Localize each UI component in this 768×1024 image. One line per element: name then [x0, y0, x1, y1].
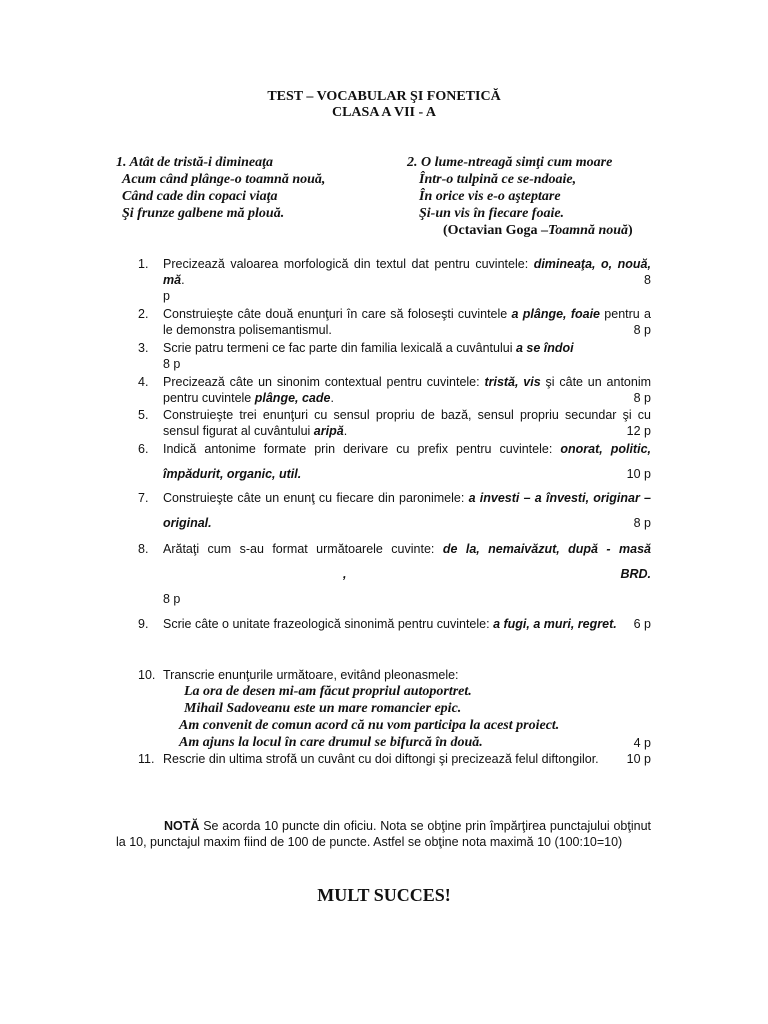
question-6: 6. Indică antonime formate prin derivare cu prefix pentru cuvintele: onorat, politic, împădurit, organic, util. 10 p [138, 437, 651, 487]
poem-line: Într-o tulpină ce se-ndoaie, [419, 172, 577, 187]
pleonasm-sentence: Am convenit de comun acord că nu vom participa la acest proiect. [179, 718, 560, 733]
grading-note [116, 818, 651, 850]
question-7: 7. Construieşte câte un enunţ cu fiecare din paronimele: a investi – a învesti, originar – original. 8 p [138, 486, 651, 536]
poem-line: Şi-un vis în fiecare foaie. [419, 206, 565, 221]
poem-attribution: (Octavian Goga –Toamnă nouă) [443, 223, 633, 238]
page-title: TEST – VOCABULAR ŞI FONETICĂ [267, 89, 501, 104]
points: 8 p [633, 323, 651, 337]
points: 8 [644, 273, 651, 287]
pleonasm-sentence: Am ajuns la locul în care drumul se bifurcă în două. [179, 735, 483, 750]
pleonasm-sentence: La ora de desen mi-am făcut propriul autoportret. [184, 684, 472, 699]
poem-line: Când cade din copaci viaţa [122, 189, 278, 204]
question-5: 5. Construieşte trei enunţuri cu sensul propriu de bază, sensul propriu secundar şi cu sensul figurat al cuvântului aripă. 12 p [138, 408, 651, 438]
poem-stanza-2 [407, 154, 612, 222]
poem-stanza-1 [116, 154, 325, 222]
pleonasm-sentence: Mihail Sadoveanu este un mare romancier epic. [184, 701, 462, 716]
closing-message: MULT SUCCES! [317, 885, 451, 905]
points: p [163, 289, 170, 303]
question-10-points [138, 735, 651, 751]
points: 8 p [633, 516, 651, 530]
poem-line: În orice vis e-o aşteptare [419, 189, 561, 204]
question-4: 4. Precizează câte un sinonim contextual pentru cuvintele: tristă, vis şi câte un antonim pentru cuvintele plânge, cade. 8 p [138, 375, 652, 405]
points: 8 p [163, 357, 181, 371]
question-11: 11. Rescrie din ultima strofă un cuvânt cu doi diftongi şi precizează felul diftongilor. 10 p [138, 752, 651, 766]
points: 4 p [633, 736, 651, 750]
note-label: NOTĂ [164, 819, 200, 833]
points: 10 p [626, 752, 651, 766]
points: 6 p [633, 617, 651, 631]
note-text: Se acorda 10 puncte din oficiu. Nota se obţine prin împărţirea punctajului obţinut la 10, punctajul maxim fiind de 100 de puncte. Astfel se obţine nota maximă 10 (100:10=10) [116, 819, 651, 849]
poem-line: Şi frunze galbene mă plouă. [122, 206, 285, 221]
points: 8 p [163, 592, 181, 606]
points: 10 p [626, 467, 651, 481]
question-2: 2. Construieşte câte două enunţuri în care să foloseşti cuvintele a plânge, foaie pentru a le demonstra polisemantismul. 8 p [138, 307, 651, 337]
question-8: 8. Arătaţi cum s-au format următoarele cuvinte: de la, nemaivăzut, după - masă , BRD. 8 p [138, 537, 651, 612]
points: 12 p [626, 424, 651, 438]
points: 8 p [633, 391, 651, 405]
page-subtitle: CLASA A VII - A [331, 105, 436, 120]
question-3: 3. Scrie patru termeni ce fac parte din familia lexicală a cuvântului a se îndoi 8 p [138, 340, 651, 372]
question-10: 10. Transcrie enunţurile următoare, evitând pleonasmele: [138, 668, 459, 682]
poem-line: Acum când plânge-o toamnă nouă, [122, 172, 326, 187]
question-1: 1. Precizează valoarea morfologică din textul dat pentru cuvintele: dimineaţa, o, nouă, mă. 8 p [138, 257, 651, 303]
poem-line: 2. O lume-ntreagă simţi cum moare [407, 155, 613, 170]
question-9: 9. Scrie câte o unitate frazeologică sinonimă pentru cuvintele: a fugi, a muri, regret. 6 p [138, 612, 651, 637]
poem-line: 1. Atât de tristă-i dimineaţa [116, 155, 273, 170]
